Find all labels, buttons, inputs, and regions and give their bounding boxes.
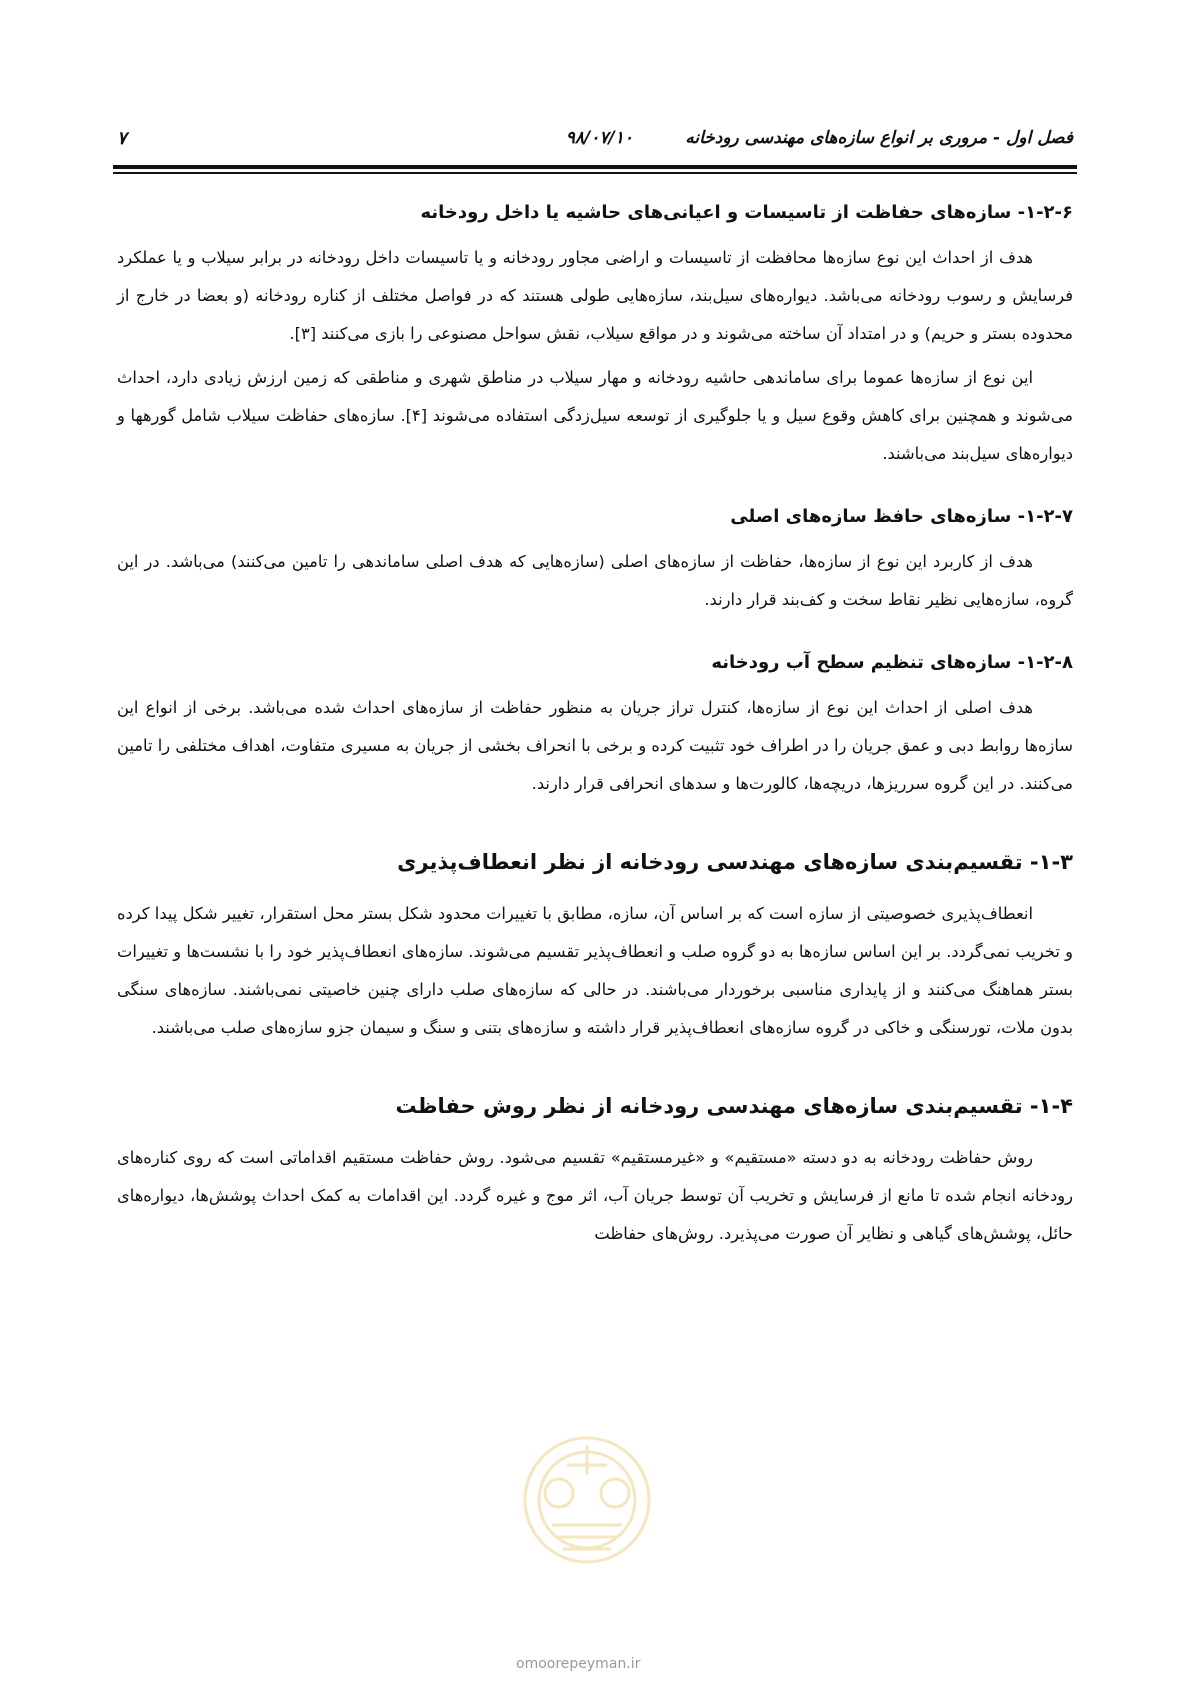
paragraph: هدف از احداث این نوع سازه‌ها محافظت از تاسیسات و اراضی مجاور رودخانه و یا تاسیسات داخل رودخانه در برابر سیلاب و یا عملکرد فرسایش و رسوب رودخانه می‌باشد. دیواره‌های سیل‌بند، سازه‌هایی طولی هستند که در فواصل مختلف از کناره رودخانه (و بعضا در خارج از محدوده بستر و حریم) و در امتداد آن ساخته می‌شوند و در مواقع سیلاب، نقش سواحل مصنوعی را بازی می‌کنند [۳].	[117, 248, 1073, 343]
chapter-title: فصل اول - مروری بر انواع سازه‌های مهندسی رودخانه	[685, 128, 1073, 148]
main-content	[117, 187, 1073, 1259]
section-heading-1-2-8: ۱-۲-۸- سازه‌های تنظیم سطح آب رودخانه	[711, 652, 1073, 673]
paragraph: این نوع از سازه‌ها عموما برای ساماندهی حاشیه رودخانه و مهار سیلاب در مناطق شهری و مناطقی که زمین ارزش زیادی دارد، احداث می‌شوند و همچنین برای کاهش وقوع سیل و یا جلوگیری از توسعه سیل‌زدگی استفاده می‌شوند [۴]. سازه‌های حفاظت سیلاب شامل گورهها و دیواره‌های سیل‌بند می‌باشند.	[117, 368, 1073, 463]
watermark-seal-icon	[497, 1405, 677, 1615]
header-rule-thick	[113, 165, 1077, 169]
section-heading-1-2-7: ۱-۲-۷- سازه‌های حافظ سازه‌های اصلی	[730, 506, 1073, 527]
page-number: ۷	[117, 128, 127, 149]
section-heading-1-4: ۱-۴- تقسیم‌بندی سازه‌های مهندسی رودخانه از نظر روش حفاظت	[395, 1094, 1073, 1118]
paragraph: هدف اصلی از احداث این نوع از سازه‌ها، کنترل تراز جریان به منظور حفاظت از سازه‌های احداث شده می‌باشد. برخی از انواع این سازه‌ها روابط دبی و عمق جریان را در اطراف خود تثبیت کرده و برخی با انحراف بخشی از جریان به مسیری متفاوت، اهداف مختلفی را تامین می‌کنند. در این گروه سرریزها، دریچه‌ها، کالورت‌ها و سدهای انحرافی قرار دارند.	[117, 698, 1073, 793]
header-rule-thin	[113, 172, 1077, 174]
section-heading-1-2-6: ۱-۲-۶- سازه‌های حفاظت از تاسیسات و اعیانی‌های حاشیه یا داخل رودخانه	[420, 202, 1073, 223]
header-date: ۹۸/۰۷/۱۰	[565, 128, 633, 148]
paragraph: هدف از کاربرد این نوع از سازه‌ها، حفاظت از سازه‌های اصلی (سازه‌هایی که هدف اصلی ساماندهی را تامین می‌کنند) می‌باشد. در این گروه، سازه‌هایی نظیر نقاط سخت و کف‌بند قرار دارند.	[117, 552, 1073, 609]
section-heading-1-3: ۱-۳- تقسیم‌بندی سازه‌های مهندسی رودخانه از نظر انعطاف‌پذیری	[397, 850, 1073, 874]
paragraph: انعطاف‌پذیری خصوصیتی از سازه است که بر اساس آن، سازه، مطابق با تغییرات محدود شکل بستر محل استقرار، تغییر شکل پیدا کرده و تخریب نمی‌گردد. بر این اساس سازه‌ها به دو گروه صلب و انعطاف‌پذیر تقسیم می‌شوند. سازه‌های انعطاف‌پذیر خود را با نشست‌ها و تغییرات بستر هماهنگ می‌کنند و از پایداری مناسبی برخوردار می‌باشند. در حالی که سازه‌های صلب دارای چنین خاصیتی نمی‌باشند. سازه‌های سنگی بدون ملات، تورسنگی و خاکی در گروه سازه‌های انعطاف‌پذیر قرار داشته و سازه‌های بتنی و سنگ و سیمان جزو سازه‌های صلب می‌باشند.	[117, 904, 1073, 1037]
running-header	[117, 128, 1073, 158]
paragraph: روش حفاظت رودخانه به دو دسته «مستقیم» و «غیرمستقیم» تقسیم می‌شود. روش حفاظت مستقیم اقداماتی است که روی کناره‌های رودخانه انجام شده تا مانع از فرسایش و تخریب آن توسط جریان آب، اثر موج و غیره گردد. این اقدامات به کمک احداث پوشش‌ها، دیواره‌های حائل، پوشش‌های گیاهی و نظایر آن صورت می‌پذیرد. روش‌های حفاظت	[117, 1148, 1073, 1243]
watermark-url: omoorepeyman.ir	[516, 1656, 641, 1672]
